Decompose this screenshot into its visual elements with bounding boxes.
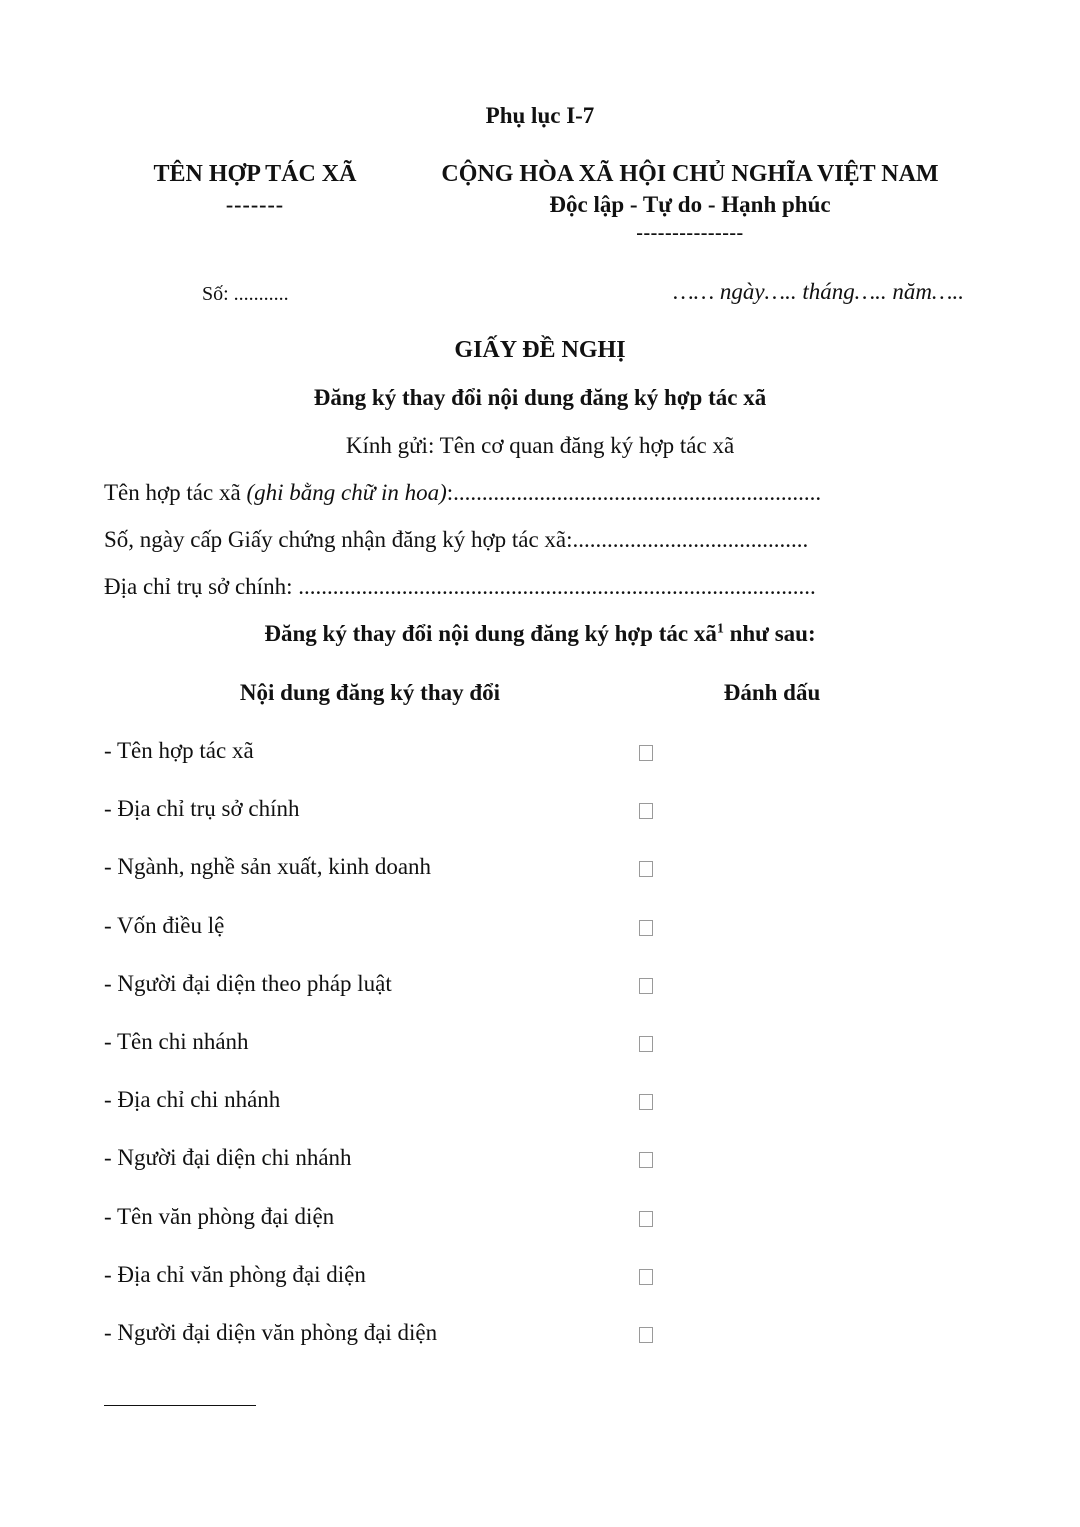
change-item-label: - Vốn điều lệ (104, 912, 225, 938)
change-item-label: - Người đại diện theo pháp luật (104, 970, 392, 996)
cooperative-name-label: Tên hợp tác xã (104, 480, 247, 505)
cooperative-name-divider: ------- (225, 192, 285, 217)
change-item-checkbox[interactable] (639, 745, 653, 761)
change-item-checkbox[interactable] (639, 1327, 653, 1343)
document-subtitle: Đăng ký thay đổi nội dung đăng ký hợp tác xã (313, 385, 767, 410)
national-title: CỘNG HÒA XÃ HỘI CHỦ NGHĨA VIỆT NAM (441, 161, 939, 187)
cooperative-name-blank[interactable]: :................................................................ (446, 480, 822, 505)
change-item-label: - Ngành, nghề sản xuất, kinh doanh (104, 854, 432, 880)
footnote-divider (104, 1405, 256, 1406)
motto-divider: --------------- (636, 222, 744, 244)
section-heading-suffix: như sau: (723, 621, 816, 646)
change-item-checkbox[interactable] (639, 861, 653, 877)
change-item-checkbox[interactable] (639, 1152, 653, 1168)
cooperative-name-hint: (ghi bằng chữ in hoa) (246, 480, 447, 505)
change-item-label: - Địa chỉ chi nhánh (104, 1087, 281, 1113)
section-heading-text: Đăng ký thay đổi nội dung đăng ký hợp tác xã (264, 621, 717, 646)
column-header-content: Nội dung đăng ký thay đổi (239, 680, 501, 705)
change-item-label: - Người đại diện văn phòng đại diện (104, 1320, 438, 1345)
change-item-checkbox[interactable] (639, 978, 653, 994)
change-item-checkbox[interactable] (639, 1269, 653, 1285)
change-item-label: - Người đại diện chi nhánh (104, 1145, 352, 1171)
document-title: GIẤY ĐỀ NGHỊ (454, 337, 626, 363)
change-item-label: - Tên chi nhánh (104, 1029, 249, 1054)
change-item-checkbox[interactable] (639, 1094, 653, 1110)
document-date: …… ngày….. tháng….. năm….. (673, 279, 964, 304)
column-header-mark: Đánh dấu (723, 680, 821, 705)
change-item-label: - Tên hợp tác xã (104, 738, 254, 763)
change-item-checkbox[interactable] (639, 1036, 653, 1052)
document-number: Số: ........... (202, 283, 289, 305)
change-item-checkbox[interactable] (639, 803, 653, 819)
section-heading (0, 621, 1080, 647)
head-office-address-field[interactable]: Địa chỉ trụ sở chính: .......................................................................................... (104, 574, 816, 599)
change-item-checkbox[interactable] (639, 1211, 653, 1227)
change-item-checkbox[interactable] (639, 920, 653, 936)
change-item-label: - Địa chỉ văn phòng đại diện (104, 1261, 366, 1287)
national-motto: Độc lập - Tự do - Hạnh phúc (549, 192, 831, 217)
certificate-field[interactable]: Số, ngày cấp Giấy chứng nhận đăng ký hợp tác xã:......................................... (104, 527, 809, 552)
cooperative-name-field (104, 480, 821, 506)
footnote-reference: 1 (716, 621, 724, 637)
cooperative-name-header: TÊN HỢP TÁC XÃ (153, 161, 357, 187)
change-item-label: - Địa chỉ trụ sở chính (104, 796, 300, 822)
appendix-label: Phụ lục I-7 (485, 103, 595, 128)
change-item-label: - Tên văn phòng đại diện (104, 1203, 335, 1229)
recipient-line: Kính gửi: Tên cơ quan đăng ký hợp tác xã (345, 433, 735, 458)
